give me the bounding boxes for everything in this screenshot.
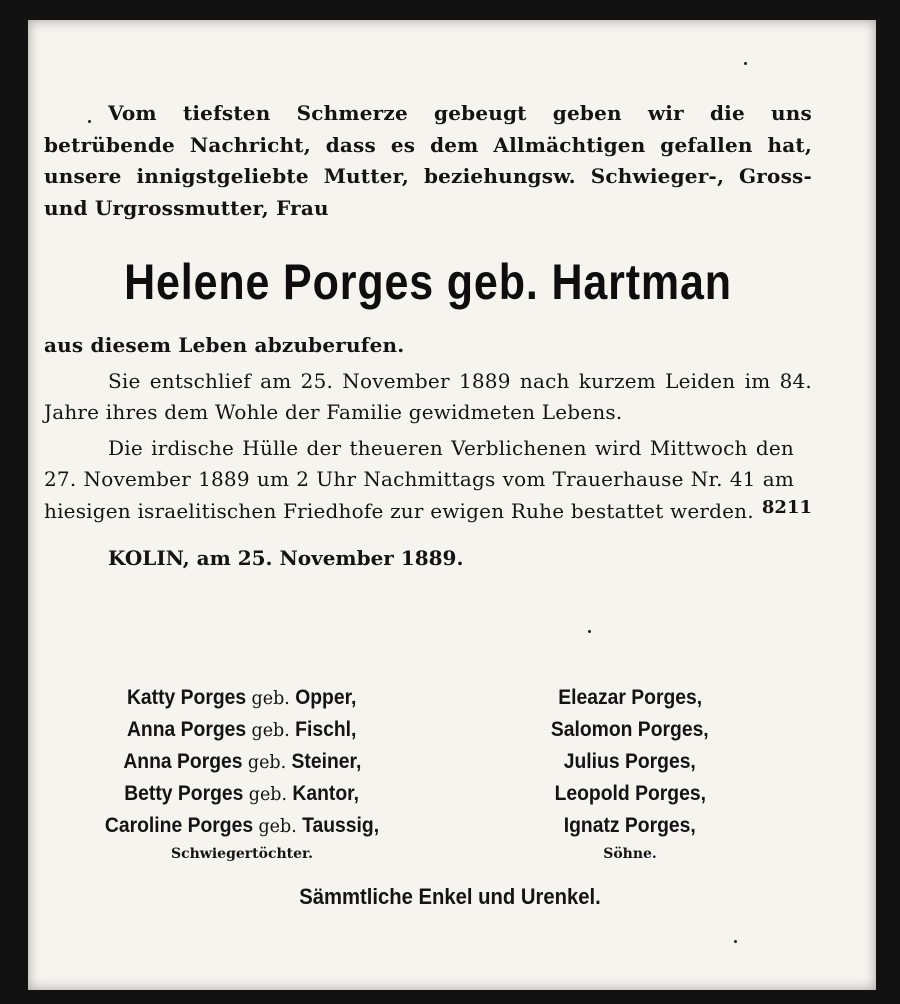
lead-line: aus diesem Leben abzuberufen. bbox=[44, 333, 405, 357]
reference-number: 8211 bbox=[761, 497, 812, 518]
place-date: KOLIN, am 25. November 1889. bbox=[108, 546, 464, 570]
funeral-block bbox=[44, 429, 812, 528]
closing-line: Sämmtliche Enkel und Urenkel. bbox=[299, 884, 601, 909]
death-notice bbox=[44, 98, 812, 570]
signatories bbox=[52, 682, 812, 862]
signer-daughter-in-law: Anna Porges geb. Steiner, bbox=[122, 750, 361, 773]
signer-daughter-in-law: Caroline Porges geb. Taussig, bbox=[104, 814, 380, 837]
daughters-in-law-column bbox=[52, 682, 432, 862]
funeral-paragraph: Die irdische Hülle der theueren Verblichenen wird Mittwoch den 27. November 1889 um 2 Uhr Nachmittags vom Trauerhause Nr. 41 am hiesigen israelitischen Friedhofe zur ewigen Ruhe bestattet werden. bbox=[44, 435, 794, 523]
signer-daughter-in-law: Betty Porges geb. Kantor, bbox=[124, 782, 360, 805]
sons-column bbox=[480, 682, 780, 862]
signer-son: Salomon Porges, bbox=[551, 718, 709, 741]
deceased-name: Helene Porges geb. Hartman bbox=[124, 254, 732, 310]
death-paragraph: Sie entschlief am 25. November 1889 nach kurzem Leiden im 84. Jahre ihres dem Wohle der Familie gewidmeten Lebens. bbox=[44, 368, 812, 424]
signer-daughter-in-law: Katty Porges geb. Opper, bbox=[127, 686, 357, 709]
signer-daughter-in-law: Anna Porges geb. Fischl, bbox=[127, 718, 357, 741]
signer-son: Julius Porges, bbox=[563, 750, 697, 773]
intro-paragraph: Vom tiefsten Schmerze gebeugt geben wir die uns betrübende Nachricht, dass es dem Allmächtigen gefallen hat, unsere innigstgeliebte Mutter, beziehungsw. Schwieger-, Gross- und Urgrossmutter, Frau bbox=[44, 101, 812, 220]
signer-son: Leopold Porges, bbox=[554, 782, 706, 805]
signer-son: Ignatz Porges, bbox=[563, 814, 697, 837]
sons-caption: Söhne. bbox=[603, 846, 657, 862]
signer-son: Eleazar Porges, bbox=[558, 686, 702, 709]
daughters-in-law-caption: Schwiegertöchter. bbox=[170, 846, 313, 862]
